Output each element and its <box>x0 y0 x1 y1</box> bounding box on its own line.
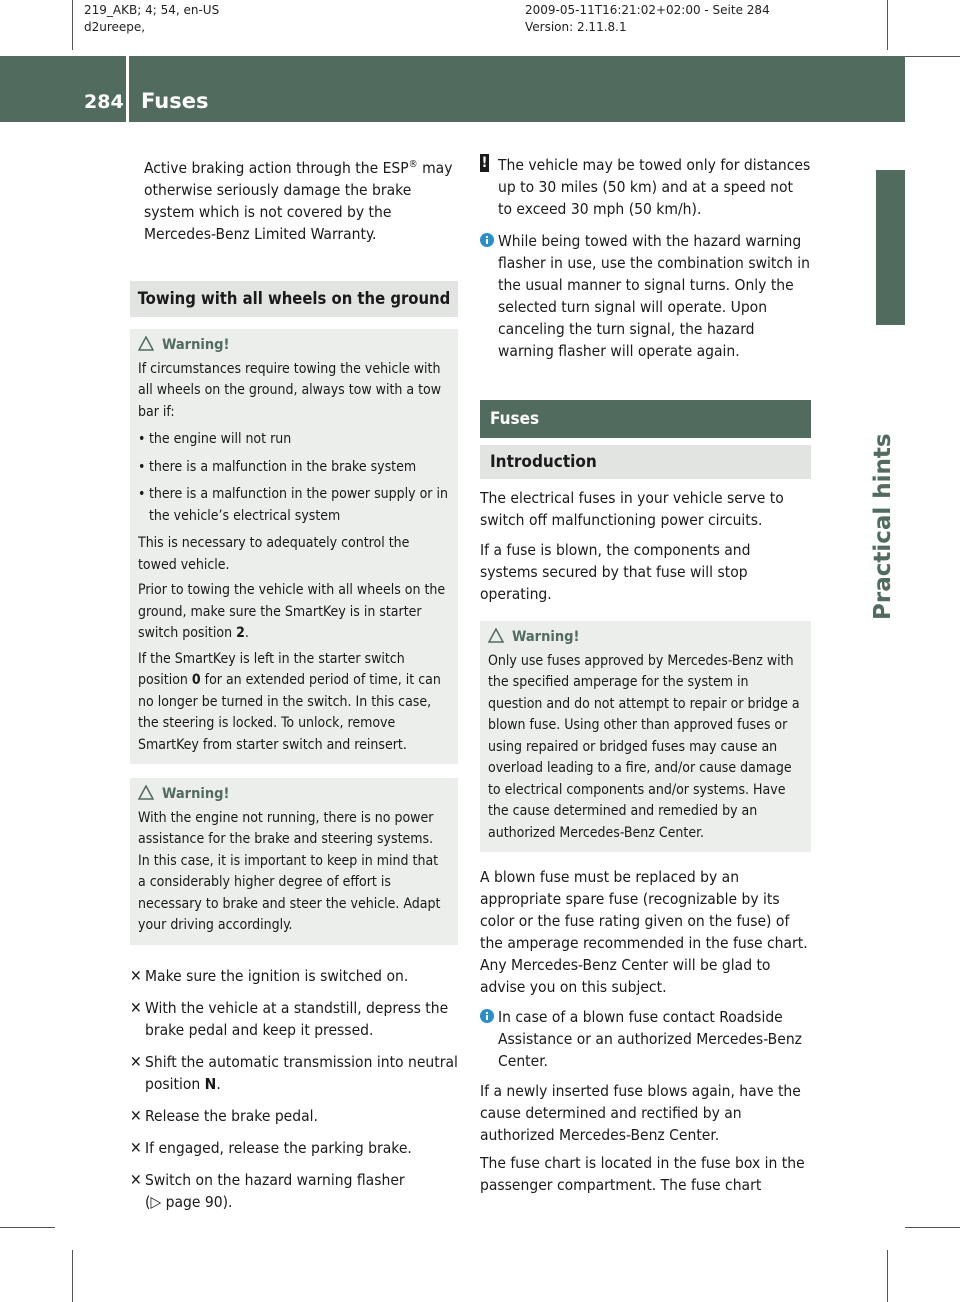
section-heading-towing: Towing with all wheels on the ground <box>130 281 458 317</box>
body-paragraph: The fuse chart is located in the fuse box in the passenger compartment. The fuse chart <box>480 1154 805 1194</box>
warning-title: Warning! <box>138 784 448 806</box>
crop-mark <box>72 1250 73 1302</box>
step-item: ✕ If engaged, release the parking brake. <box>130 1138 412 1157</box>
step-item: ✕ Switch on the hazard warning flasher (▷ page 90). <box>130 1170 405 1211</box>
crop-mark <box>887 0 888 50</box>
warning-box-2 <box>130 778 458 945</box>
body-paragraph: The electrical fuses in your vehicle serve to switch off malfunctioning power circuits. <box>480 489 784 529</box>
body-paragraph: If a fuse is blown, the components and systems secured by that fuse will stop operating. <box>480 541 751 603</box>
print-meta-line: 2009-05-11T16:21:02+02:00 - Seite 284 <box>525 3 770 17</box>
print-meta-line: d2ureepe, <box>84 20 146 34</box>
print-meta-left <box>84 2 219 36</box>
list-item: • there is a malfunction in the power supply or in the vehicle’s electrical system <box>138 486 448 524</box>
warning-box-3 <box>480 621 811 852</box>
step-item: ✕ Release the brake pedal. <box>130 1106 318 1125</box>
warning-triangle-icon <box>138 336 154 351</box>
info-icon <box>480 1009 494 1023</box>
print-meta-right <box>525 2 770 36</box>
print-meta-line: Version: 2.11.8.1 <box>525 20 627 34</box>
body-paragraph: If a newly inserted fuse blows again, have the cause determined and rectified by an authorized Mercedes-Benz Center. <box>480 1082 801 1144</box>
warning-text: Only use fuses approved by Mercedes-Benz with the specified amperage for the system in question and do not attempt to repair or bridge a blown fuse. Using other than approved fuses or using repaired or bridged fuses may cause an overload leading to a fire, and/or cause damage to electrical components and/or systems. Have the cause determined and remedied by an authorized Mercedes-Benz Center. <box>488 652 800 841</box>
chapter-label-text: Practical hints <box>870 433 896 620</box>
body-paragraph: A blown fuse must be replaced by an appropriate spare fuse (recognizable by its color or the fuse rating given on the fuse) of the amperage recommended in the fuse chart. Any Mercedes-Benz Center will be glad to advise you on this subject. <box>480 868 808 996</box>
crop-mark <box>0 1227 55 1228</box>
step-item: ✕ Make sure the ignition is switched on. <box>130 966 409 985</box>
side-tab <box>876 170 905 325</box>
left-column <box>130 154 458 1223</box>
intro-paragraph: Active braking action through the ESP® may otherwise seriously damage the brake system which is not covered by the Mercedes-Benz Limited Warranty. <box>144 159 453 244</box>
caution-note: ! The vehicle may be towed only for distances up to 30 miles (50 km) and at a speed not to exceed 30 mph (50 km/h). <box>481 155 811 218</box>
page-number: 284 <box>84 91 124 113</box>
crop-mark <box>905 56 960 57</box>
warning-triangle-icon <box>488 628 504 643</box>
warning-text: If the SmartKey is left in the starter switch position 0 for an extended period of time, it can no longer be turned in the switch. In this case, the steering is locked. To unlock, remove SmartKey from starter switch and reinsert. <box>138 650 441 753</box>
crop-mark <box>905 1227 960 1228</box>
warning-title: Warning! <box>138 335 448 357</box>
print-meta-line: 219_AKB; 4; 54, en-US <box>84 3 220 17</box>
info-note: While being towed with the hazard warning flasher in use, use the combination switch in the usual manner to signal turns. Only the selected turn signal will operate. Upon canceling the turn signal, the hazard warning flasher will operate again. <box>480 230 811 362</box>
info-note: In case of a blown fuse contact Roadside Assistance or an authorized Mercedes-Benz Center. <box>480 1006 811 1072</box>
warning-triangle-icon <box>138 785 154 800</box>
header-bar <box>0 56 905 122</box>
section-heading-introduction: Introduction <box>480 445 811 479</box>
step-item: ✕ With the vehicle at a standstill, depress the brake pedal and keep it pressed. <box>130 998 449 1039</box>
crop-mark <box>72 0 73 50</box>
step-list <box>130 965 458 1213</box>
section-heading-fuses: Fuses <box>480 400 811 438</box>
chapter-label <box>844 330 904 620</box>
caution-icon: ! <box>481 155 488 171</box>
header-divider <box>126 56 129 122</box>
warning-title: Warning! <box>488 627 801 649</box>
page-title: Fuses <box>141 89 209 113</box>
warning-box-1 <box>130 329 458 764</box>
info-icon <box>480 233 494 247</box>
warning-text: Prior to towing the vehicle with all wheels on the ground, make sure the SmartKey is in starter switch position 2. <box>138 582 446 642</box>
right-column <box>480 154 811 1196</box>
warning-text: If circumstances require towing the vehicle with all wheels on the ground, always tow with a tow bar if: <box>138 360 442 420</box>
step-item: ✕ Shift the automatic transmission into neutral position N. <box>130 1052 458 1093</box>
warning-text: With the engine not running, there is no power assistance for the brake and steering systems. In this case, it is important to keep in mind that a considerably higher degree of effort is necessary to brake and steer the vehicle. Adapt your driving accordingly. <box>138 809 441 934</box>
page-ref-icon: ▷ <box>150 1192 162 1211</box>
crop-mark <box>887 1250 888 1302</box>
warning-text: This is necessary to adequately control the towed vehicle. <box>138 535 410 573</box>
list-item: • the engine will not run <box>138 431 292 448</box>
list-item: • there is a malfunction in the brake system <box>138 458 417 475</box>
